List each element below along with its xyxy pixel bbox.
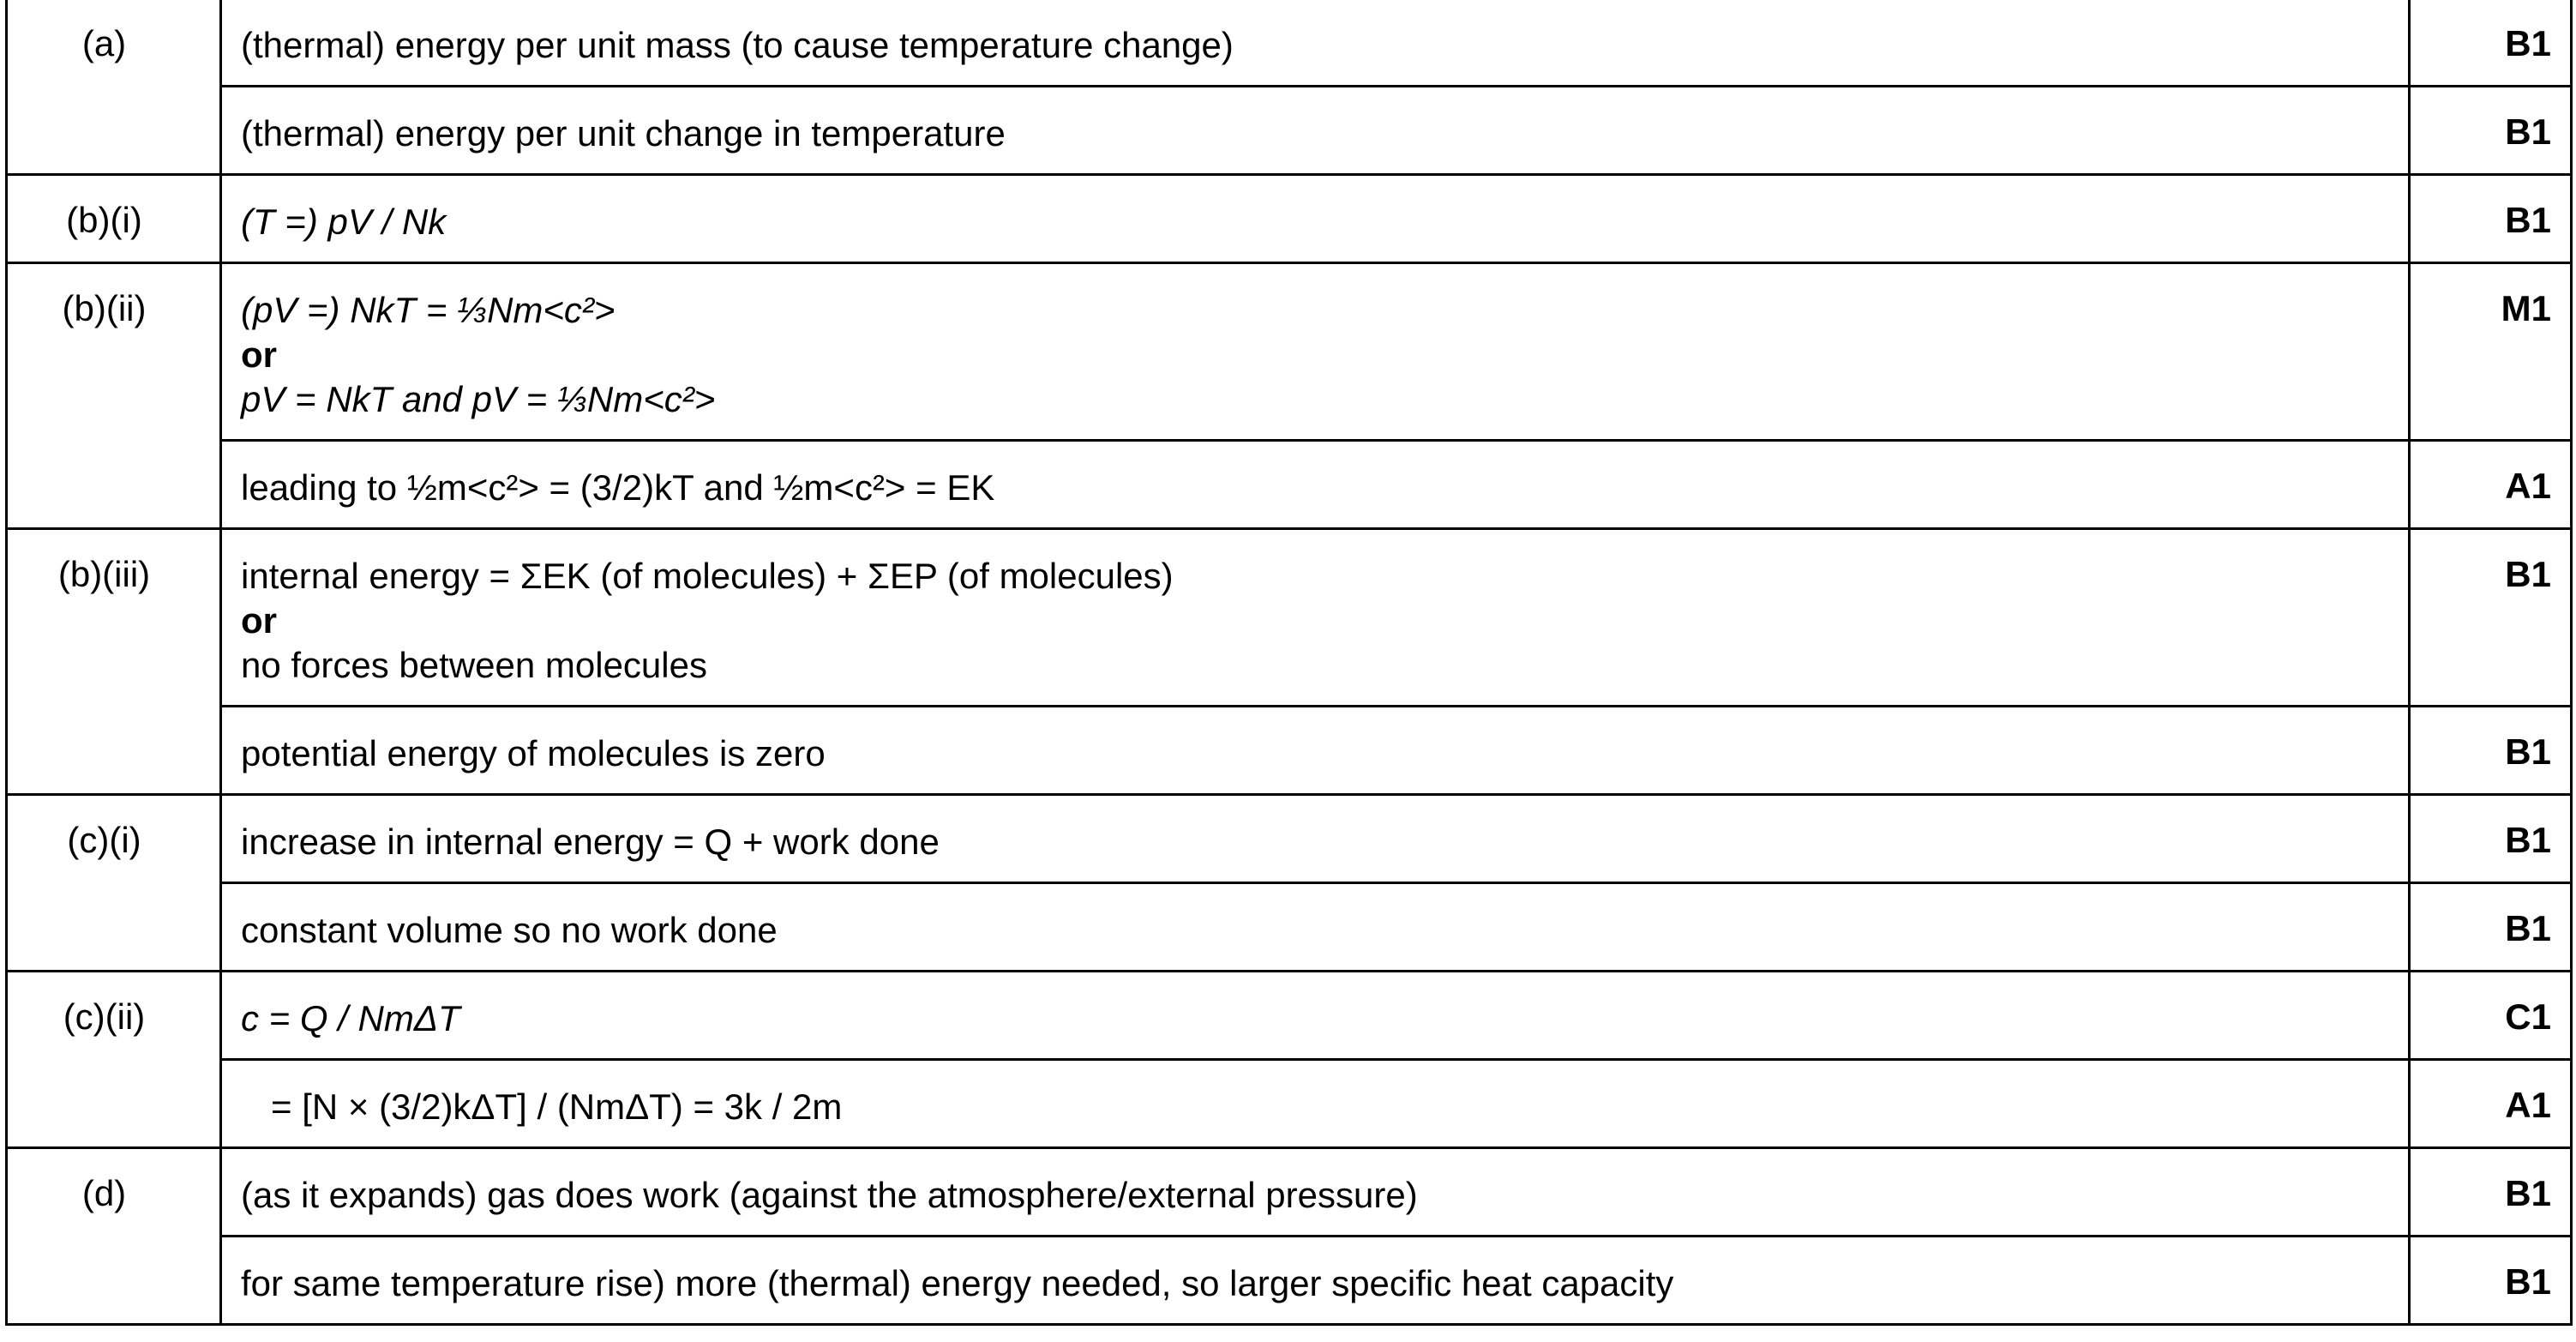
answer-line: c = Q / NmΔT — [241, 998, 460, 1038]
answer-line: = [N × (3/2)kΔT] / (NmΔT) = 3k / 2m — [241, 1086, 843, 1127]
question-label: (c)(i) — [7, 795, 221, 972]
mark-cell: C1 — [2410, 972, 2572, 1060]
answer-line: leading to ½m<c²> = (3/2)kT and ½m<c²> = EK — [241, 467, 995, 508]
answer-text — [221, 175, 2410, 263]
mark-scheme-table — [5, 0, 2573, 1326]
mark-cell: B1 — [2410, 0, 2572, 87]
answer-line: increase in internal energy = Q + work done — [241, 821, 940, 862]
answer-line: (pV =) NkT = ⅓Nm<c²> — [241, 290, 615, 330]
answer-line: no forces between molecules — [241, 645, 707, 685]
mark-cell: B1 — [2410, 87, 2572, 175]
table-row — [7, 883, 2572, 972]
question-label: (d) — [7, 1148, 221, 1325]
answer-text — [221, 972, 2410, 1060]
mark-cell: B1 — [2410, 795, 2572, 883]
mark-cell: A1 — [2410, 1060, 2572, 1148]
table-row — [7, 1060, 2572, 1148]
question-label: (b)(iii) — [7, 529, 221, 795]
answer-line-or: or — [241, 334, 277, 375]
answer-text — [221, 529, 2410, 707]
table-row — [7, 175, 2572, 263]
answer-text — [221, 883, 2410, 972]
answer-text — [221, 87, 2410, 175]
table-row — [7, 972, 2572, 1060]
answer-line: internal energy = ΣEK (of molecules) + ΣEP (of molecules) — [241, 556, 1174, 596]
answer-line: pV = NkT and pV = ⅓Nm<c²> — [241, 379, 716, 419]
answer-text — [221, 707, 2410, 795]
answer-line-or: or — [241, 600, 277, 641]
question-label: (c)(ii) — [7, 972, 221, 1148]
mark-cell: A1 — [2410, 441, 2572, 529]
question-label: (a) — [7, 0, 221, 175]
question-label: (b)(i) — [7, 175, 221, 263]
table-row — [7, 529, 2572, 707]
answer-line: potential energy of molecules is zero — [241, 733, 826, 773]
answer-line: for same temperature rise) more (thermal) energy needed, so larger specific heat capacity — [241, 1263, 1674, 1303]
table-row — [7, 1237, 2572, 1325]
table-row — [7, 441, 2572, 529]
answer-line: (as it expands) gas does work (against the atmosphere/external pressure) — [241, 1175, 1418, 1215]
answer-text — [221, 1237, 2410, 1325]
answer-text — [221, 0, 2410, 87]
table-row — [7, 87, 2572, 175]
mark-cell: M1 — [2410, 263, 2572, 441]
table-row — [7, 263, 2572, 441]
table-row — [7, 707, 2572, 795]
answer-line: (thermal) energy per unit mass (to cause temperature change) — [241, 25, 1234, 65]
answer-line: (T =) pV / Nk — [241, 202, 447, 242]
answer-text — [221, 263, 2410, 441]
mark-cell: B1 — [2410, 175, 2572, 263]
mark-cell: B1 — [2410, 883, 2572, 972]
mark-cell: B1 — [2410, 1148, 2572, 1237]
table-row — [7, 0, 2572, 87]
question-label: (b)(ii) — [7, 263, 221, 529]
table-row — [7, 795, 2572, 883]
answer-line: (thermal) energy per unit change in temperature — [241, 113, 1006, 153]
mark-cell: B1 — [2410, 707, 2572, 795]
table-row — [7, 1148, 2572, 1237]
answer-text — [221, 795, 2410, 883]
answer-line: constant volume so no work done — [241, 910, 778, 950]
answer-text — [221, 441, 2410, 529]
answer-text — [221, 1060, 2410, 1148]
mark-cell: B1 — [2410, 1237, 2572, 1325]
answer-text — [221, 1148, 2410, 1237]
mark-cell: B1 — [2410, 529, 2572, 707]
